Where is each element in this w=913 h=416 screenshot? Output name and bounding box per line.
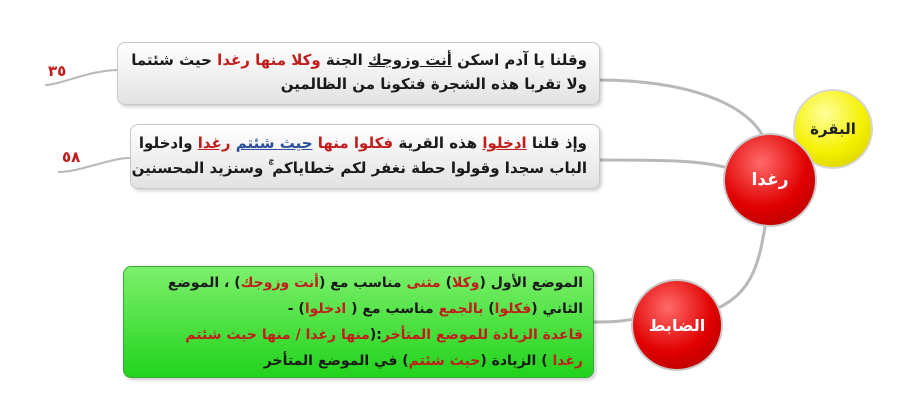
surah-node: البقرة	[793, 89, 873, 169]
rule-line-2: الثاني (فكلوا) بالجمع مناسب مع ( ادخلوا) -	[287, 301, 583, 317]
rule-box	[123, 266, 594, 378]
verse-35-line-1: وقلنا يا آدم اسكن أنت وزوجك الجنة وكلا منها رغدا حيث شئتما	[131, 51, 587, 69]
verse-58-line-1: وإذ قلنا ادخلوا هذه القرية فكلوا منها حيث شئتم رغدا وادخلوا	[138, 134, 587, 152]
connector-verse-58	[600, 160, 728, 168]
verse-58-box	[130, 124, 600, 189]
rule-node: الضابط	[631, 279, 723, 371]
central-node: رغدا	[723, 133, 817, 227]
verse-35-line-2: ولا تقربا هذه الشجرة فتكونا من الظالمين	[280, 75, 587, 93]
connector-verse-35	[596, 80, 768, 150]
verse-58-line-2: الباب سجدا وقولوا حطة نغفر لكم خطاياكم ۚ وسنزيد المحسنين	[131, 159, 587, 177]
rule-line-3: قاعدة الزيادة للموضع المتأخر:(منها رغدا / منها حيث شئتم	[185, 327, 583, 343]
rule-line-1: الموضع الأول (وكلا) مثنى مناسب مع (أنت وزوجك) ، الموضع	[167, 275, 583, 291]
verse-35-box	[117, 42, 600, 105]
verse-35-number: ٣٥	[48, 62, 67, 80]
rule-line-4: رغدا ) الزيادة (حيث شئتم) في الموضع المتأخر	[263, 353, 583, 369]
verse-58-number: ٥٨	[62, 148, 81, 166]
